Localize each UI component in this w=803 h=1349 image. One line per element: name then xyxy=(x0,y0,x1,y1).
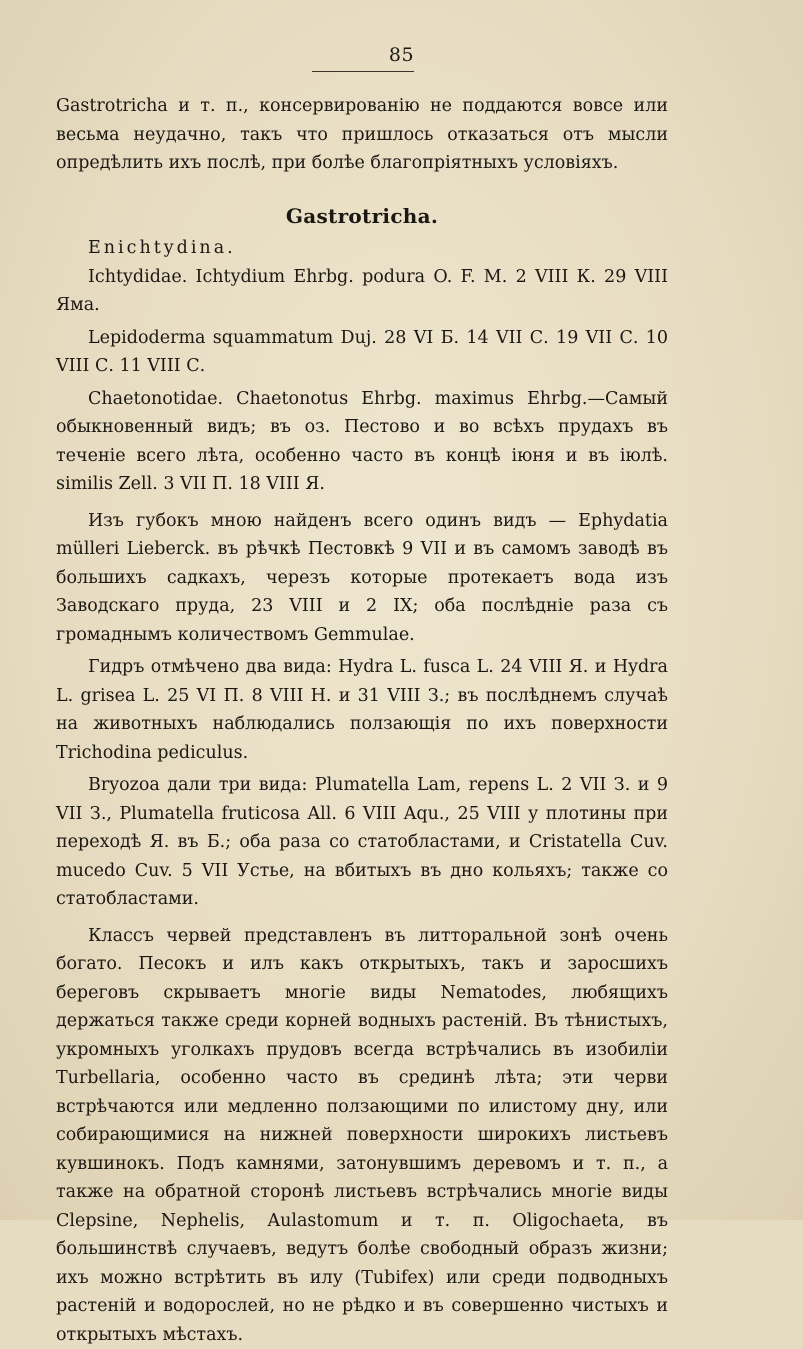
paragraph-ichtydidae: Ichtydidae. Ichtydium Ehrbg. podura O. F. M. 2 VIII К. 29 VIII Яма. xyxy=(56,263,668,320)
family-heading-enichtydina: Enichtydina. xyxy=(56,234,668,263)
paragraph-intro: Gastrotricha и т. п., консервированію не поддаются вовсе или весьма неудачно, такъ что пришлось отказаться отъ мысли опредѣлить ихъ послѣ, при болѣе благопріятныхъ условіяхъ. xyxy=(56,92,668,178)
paragraph-bryozoa: Bryozoa дали три вида: Plumatella Lam, repens L. 2 VII З. и 9 VII З., Plumatella fruticosa All. 6 VIII Aqu., 25 VIII у плотины при переходѣ Я. въ Б.; оба раза со статобластами, и Cristatella Cuv. mucedo Cuv. 5 VII Устье, на вбитыхъ въ дно кольяхъ; также со статобластами. xyxy=(56,771,668,914)
section-heading: Gastrotricha. xyxy=(56,202,668,231)
page-number: 85 xyxy=(0,44,803,66)
paragraph-worms: Классъ червей представленъ въ литторальной зонѣ очень богато. Песокъ и илъ какъ открытыхъ, такъ и заросшихъ береговъ скрываетъ многіе виды Nematodes, любящихъ держаться также среди корней водныхъ растеній. Въ тѣнистыхъ, укромныхъ уголкахъ прудовъ всегда встрѣчались въ изобиліи Turbellaria, особенно часто въ срединѣ лѣта; эти черви встрѣчаются или медленно ползающими по илистому дну, или собирающимися на нижней поверхности широкихъ листьевъ кувшинокъ. Подъ камнями, затонувшимъ деревомъ и т. п., а также на обратной сторонѣ листьевъ встрѣчались многіе виды Clepsine, Nephelis, Aulastomum и т. п. Oligochaeta, въ большинствѣ случаевъ, ведутъ болѣе свободный образъ жизни; ихъ можно встрѣтить въ илу (Tubifex) или среди подводныхъ растеній и водорослей, но не рѣдко и въ совершенно чистыхъ и открытыхъ мѣстахъ. xyxy=(56,922,668,1349)
page-number-rule xyxy=(312,71,414,72)
paragraph-sponges: Изъ губокъ мною найденъ всего одинъ видъ — Ephydatia müllеri Lieberck. въ рѣчкѣ Пестовкѣ 9 VII и въ самомъ заводѣ въ большихъ садкахъ, черезъ которые протекаетъ вода изъ Заводскаго пруда, 23 VIII и 2 IX; оба послѣдніе раза съ громаднымъ количествомъ Gemmulae. xyxy=(56,507,668,650)
body-text xyxy=(56,92,668,1349)
paragraph-lepidoderma: Lepidoderma squammatum Duj. 28 VI Б. 14 VII С. 19 VII С. 10 VIII С. 11 VIII С. xyxy=(56,324,668,381)
paragraph-hydra: Гидръ отмѣчено два вида: Hydra L. fusca L. 24 VIII Я. и Hydra L. grisea L. 25 VI П. 8 VIII Н. и 31 VIII З.; въ послѣднемъ случаѣ на животныхъ наблюдались ползающія по ихъ поверхности Trichodina pediculus. xyxy=(56,653,668,767)
paragraph-chaetonotidae: Chaetonotidae. Chaetonotus Ehrbg. maximus Ehrbg.—Самый обыкновенный видъ; въ оз. Пестово и во всѣхъ прудахъ въ теченіе всего лѣта, особенно часто въ концѣ іюня и въ іюлѣ. similis Zell. 3 VII П. 18 VIII Я. xyxy=(56,385,668,499)
